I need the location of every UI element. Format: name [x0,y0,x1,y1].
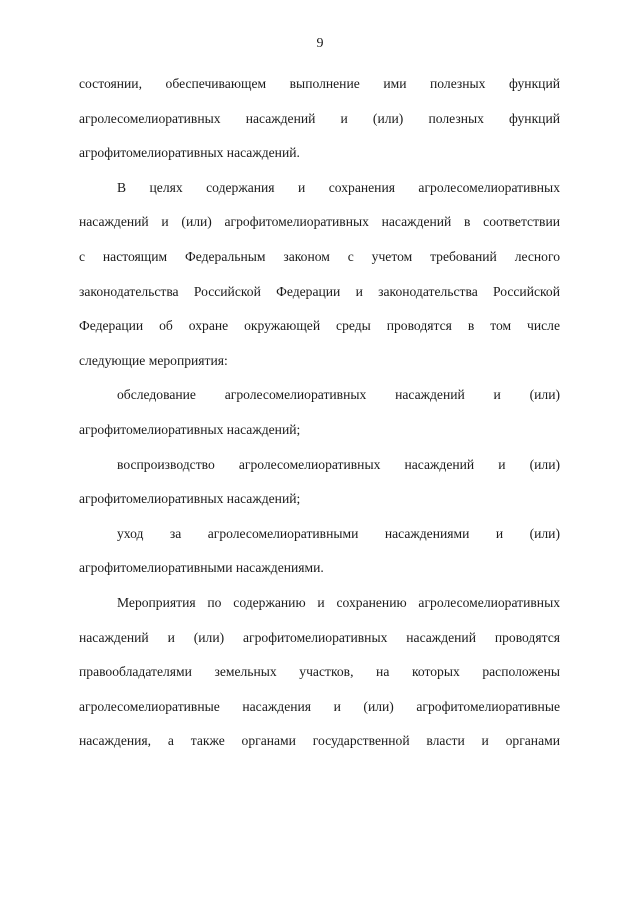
text-line: Федерации об охране окружающей среды проводятся в том числе [79,318,560,334]
text-line: агрофитомелиоративных насаждений; [79,421,301,437]
page-number: 9 [316,36,324,51]
text-line: состоянии, обеспечивающем выполнение ими полезных функций [79,76,560,91]
text-line: насаждения, а также органами государственной власти и органами [79,733,560,749]
text-line: агрофитомелиоративных насаждений; [79,491,301,507]
text-line: следующие мероприятия: [79,352,228,368]
text-line: агролесомелиоративных насаждений и (или) полезных функций [79,110,560,126]
text-line: В целях содержания и сохранения агролесомелиоративных [117,179,560,195]
text-line: уход за агролесомелиоративными насаждениями и (или) [117,525,560,541]
text-line: насаждений и (или) агрофитомелиоративных насаждений в соответствии [79,214,560,230]
text-line: обследование агролесомелиоративных насаждений и (или) [117,387,560,403]
text-line: правообладателями земельных участков, на которых расположены [79,664,560,680]
text-line: законодательства Российской Федерации и законодательства Российской [79,283,560,299]
text-line: агрофитомелиоративными насаждениями. [79,560,324,576]
text-line: воспроизводство агролесомелиоративных насаждений и (или) [117,456,560,472]
text-line: агрофитомелиоративных насаждений. [79,145,300,161]
text-line: с настоящим Федеральным законом с учетом требований лесного [79,248,560,264]
document-body [79,73,560,765]
text-line: агролесомелиоративные насаждения и (или) агрофитомелиоративные [79,698,560,714]
text-line: насаждений и (или) агрофитомелиоративных насаждений проводятся [79,629,560,645]
text-line: Мероприятия по содержанию и сохранению агролесомелиоративных [117,594,560,610]
